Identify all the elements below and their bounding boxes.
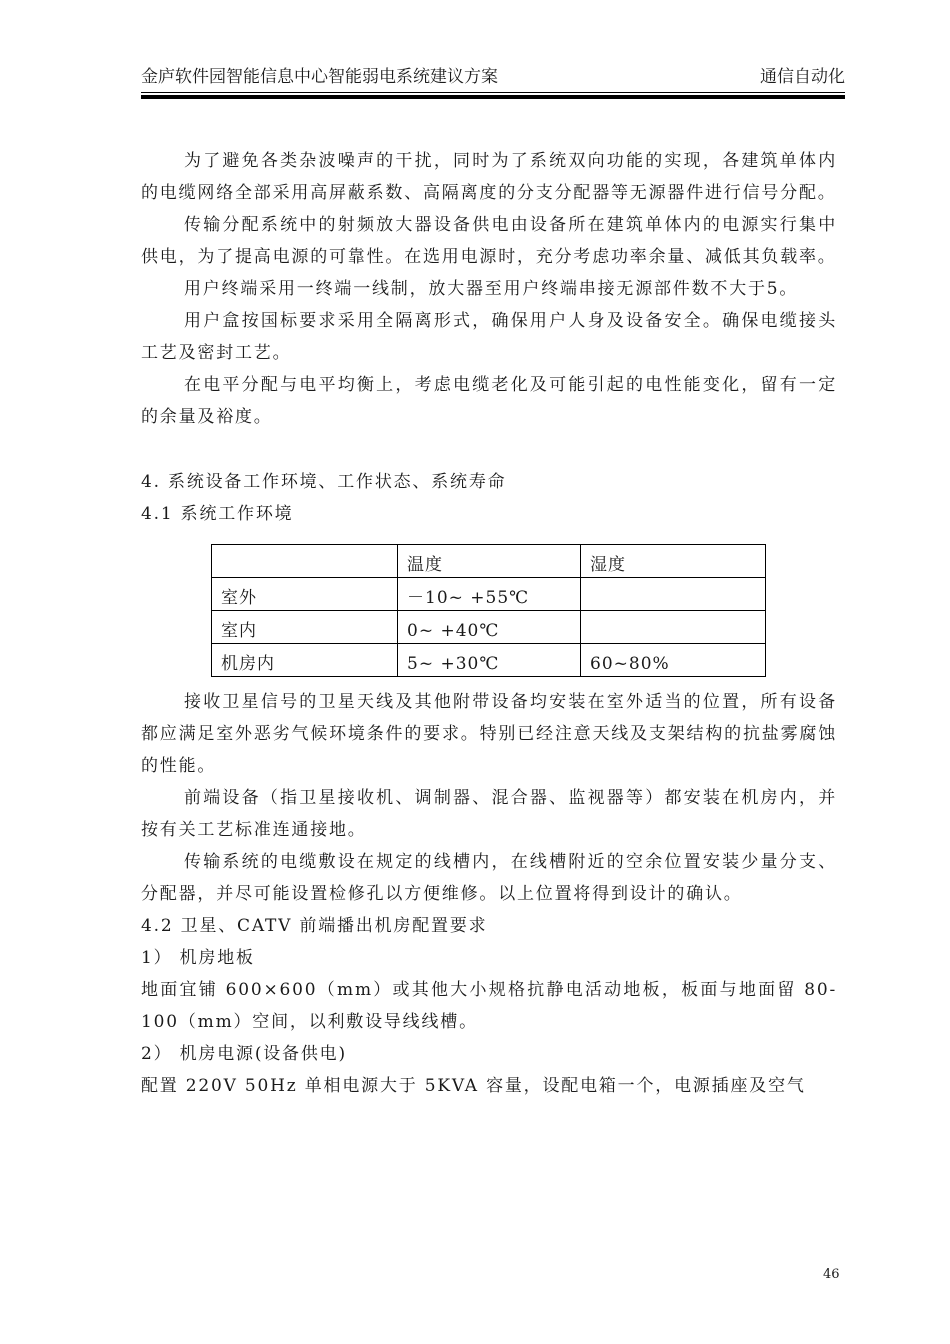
table-row — [212, 611, 766, 644]
header-rule-thin — [141, 92, 845, 93]
page-header — [141, 66, 845, 88]
subsection-heading: 4.1 系统工作环境 — [141, 504, 294, 524]
table-cell: 0~ +40℃ — [398, 611, 581, 644]
paragraph: 为了避免各类杂波噪声的干扰，同时为了系统双向功能的实现，各建筑单体内的电缆网络全部采用高屏蔽系数、高隔离度的分支分配器等无源器件进行信号分配。 — [141, 151, 837, 203]
paragraph: 在电平分配与电平均衡上，考虑电缆老化及可能引起的电性能变化，留有一定的余量及裕度。 — [141, 375, 837, 427]
table-cell: 室外 — [212, 578, 398, 611]
table-cell: 室内 — [212, 611, 398, 644]
table-cell: 60~80% — [581, 644, 766, 677]
paragraph: 用户盒按国标要求采用全隔离形式，确保用户人身及设备安全。确保电缆接头工艺及密封工艺。 — [141, 311, 837, 363]
page-number: 46 — [823, 1267, 840, 1282]
paragraph: 接收卫星信号的卫星天线及其他附带设备均安装在室外适当的位置，所有设备都应满足室外恶劣气候环境条件的要求。特别已经注意天线及支架结构的抗盐雾腐蚀的性能。 — [141, 692, 837, 776]
table-cell: 5~ +30℃ — [398, 644, 581, 677]
paragraph: 用户终端采用一终端一线制，放大器至用户终端串接无源部件数不大于5。 — [184, 279, 799, 299]
section-heading: 4. 系统设备工作环境、工作状态、系统寿命 — [141, 472, 507, 492]
table-header-row — [212, 545, 766, 578]
item-text: 地面宜铺 600×600（mm）或其他大小规格抗静电活动地板，板面与地面留 80-100（mm）空间，以利敷设导线线槽。 — [141, 980, 837, 1032]
document-title: 金庐软件园智能信息中心智能弱电系统建议方案 — [141, 67, 498, 87]
table-header-cell: 湿度 — [581, 545, 766, 578]
paragraph: 传输系统的电缆敷设在规定的线槽内，在线槽附近的空余位置安装少量分支、分配器，并尽可能设置检修孔以方便维修。以上位置将得到设计的确认。 — [141, 852, 837, 904]
header-rule-thick — [141, 95, 845, 99]
section-gap — [141, 433, 837, 466]
table-cell — [581, 578, 766, 611]
item-text: 配置 220V 50Hz 单相电源大于 5KVA 容量，设配电箱一个，电源插座及空气 — [141, 1076, 806, 1096]
table-cell: 机房内 — [212, 644, 398, 677]
section-label: 通信自动化 — [760, 67, 845, 87]
table-row — [212, 578, 766, 611]
paragraph: 传输分配系统中的射频放大器设备供电由设备所在建筑单体内的电源实行集中供电，为了提高电源的可靠性。在选用电源时，充分考虑功率余量、减低其负载率。 — [141, 215, 837, 267]
page-body — [141, 145, 837, 1102]
table-cell — [581, 611, 766, 644]
subsection-heading: 4.2 卫星、CATV 前端播出机房配置要求 — [141, 916, 488, 936]
table-header-cell: 温度 — [398, 545, 581, 578]
paragraph: 前端设备（指卫星接收机、调制器、混合器、监视器等）都安装在机房内，并按有关工艺标准连通接地。 — [141, 788, 837, 840]
table-header-cell — [212, 545, 398, 578]
environment-table — [211, 544, 766, 677]
item-heading: 2） 机房电源(设备供电) — [141, 1044, 347, 1064]
table-cell: －10~ +55℃ — [398, 578, 581, 611]
item-heading: 1） 机房地板 — [141, 948, 255, 968]
table-row — [212, 644, 766, 677]
